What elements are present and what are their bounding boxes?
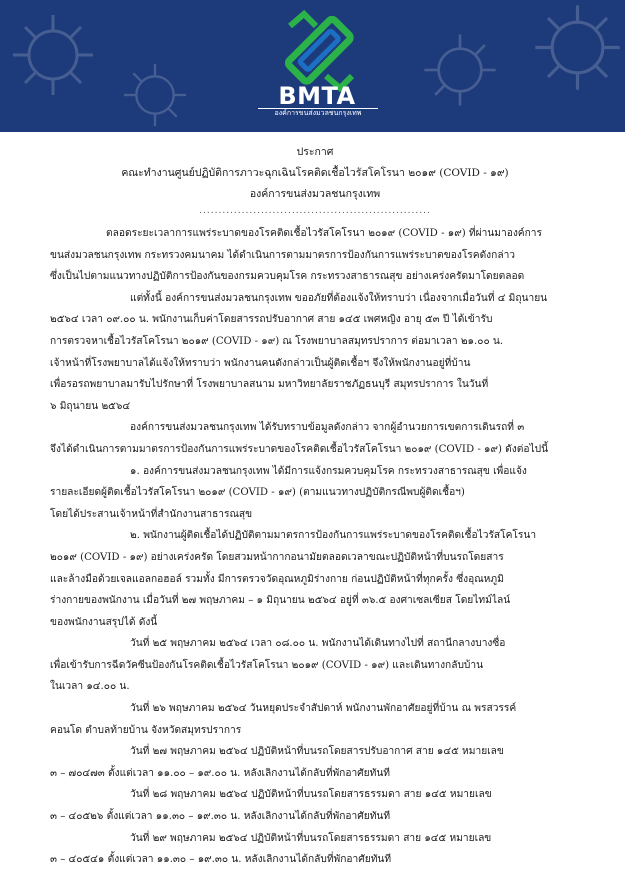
body-paragraph [50, 223, 580, 288]
virus-icon [120, 60, 190, 130]
body-paragraph [50, 633, 580, 698]
announcement [50, 132, 580, 883]
announcement-subtitle: คณะทำงานศูนย์ปฏิบัติการภาวะฉุกเฉินโรคติดเชื้อไวรัสโคโรนา ๒๐๑๙ (COVID - ๑๙) [121, 167, 509, 179]
paragraph-line: ตลอดระยะเวลาการแพร่ระบาดของโรคติดเชื้อไวรัสโคโรนา ๒๐๑๙ (COVID - ๑๙) ที่ผ่านมาองค์การ [106, 228, 542, 239]
paragraph-line: ๓ – ๗๐๔๗๓ ตั้งแต่เวลา ๑๑.๐๐ – ๑๙.๐๐ น. หลังเลิกงานได้กลับที่พักอาศัยทันที [50, 767, 390, 779]
virus-icon [8, 10, 98, 100]
paragraph-line: แต่ทั้งนี้ องค์การขนส่งมวลชนกรุงเทพ ขออภัยที่ต้องแจ้งให้ทราบว่า เนื่องจากเมื่อวันที่ ๔ มิถุนายน [130, 292, 548, 304]
paragraph-line: การตรวจหาเชื้อไวรัสโคโรนา ๒๐๑๙ (COVID - ๑๙) ณ โรงพยาบาลสมุทรปราการ ต่อมาเวลา ๒๑.๐๐ น. [50, 335, 504, 347]
paragraph-line: วันที่ ๒๗ พฤษภาคม ๒๕๖๔ ปฏิบัติหน้าที่บนรถโดยสารปรับอากาศ สาย ๑๔๕ หมายเลข [130, 746, 504, 758]
body-paragraph [50, 461, 580, 526]
body-paragraph [50, 698, 580, 741]
paragraph-line: เพื่อรอรถพยาบาลมารับไปรักษาที่ โรงพยาบาลสนาม มหาวิทยาลัยราชภัฏธนบุรี สมุทรปราการ ในวันที่ [50, 379, 489, 391]
paragraph-line: ขนส่งมวลชนกรุงเทพ กระทรวงคมนาคม ได้ดำเนินการตามมาตรการป้องกันการแพร่ระบาดของโรคดังกล่าว [50, 249, 516, 261]
paragraph-line: ของพนักงานสรุปได้ ดังนี้ [50, 616, 158, 628]
document-body [0, 132, 625, 883]
body-paragraph [50, 741, 580, 784]
paragraph-line: ซึ่งเป็นไปตามแนวทางปฏิบัติการป้องกันของกรมควบคุมโรค กระทรวงสาธารณสุข อย่างเคร่งครัดมาโดยตลอด [50, 271, 525, 283]
paragraph-line: คอนโด ตำบลท้ายบ้าน จังหวัดสมุทรปราการ [50, 724, 242, 736]
paragraph-line: ๒๕๖๔ เวลา ๐๙.๐๐ น. พนักงานเก็บค่าโดยสารรถปรับอากาศ สาย ๑๔๕ เพศหญิง อายุ ๕๓ ปี ได้เข้ารับ [50, 314, 493, 326]
paragraph-line: และล้างมือด้วยเจลแอลกอฮอล์ รวมทั้ง มีการตรวจวัดอุณหภูมิร่างกาย ก่อนปฏิบัติหน้าที่ทุกครั้ง ซึ่งอุณหภูมิ [50, 573, 504, 585]
paragraph-line: ๑. องค์การขนส่งมวลชนกรุงเทพ ได้มีการแจ้งกรมควบคุมโรค กระทรวงสาธารณสุข เพื่อแจ้ง [130, 465, 527, 477]
virus-icon [420, 30, 500, 110]
body-paragraph [50, 784, 580, 827]
body-paragraph [50, 828, 580, 871]
virus-icon [530, 0, 625, 95]
paragraph-line: วันที่ ๒๙ พฤษภาคม ๒๕๖๔ ปฏิบัติหน้าที่บนรถโดยสารธรรมดา สาย ๑๔๕ หมายเลข [130, 832, 492, 844]
separator: ............................................................ [199, 206, 431, 216]
logo-subtext: องค์การขนส่งมวลชนกรุงเทพ [258, 108, 378, 118]
paragraph-line: ๒. พนักงานผู้ติดเชื้อได้ปฏิบัติตามมาตรการป้องกันการแพร่ระบาดของโรคติดเชื้อไวรัสโคโรนา [130, 530, 537, 542]
paragraph-line: วันที่ ๒๕ พฤษภาคม ๒๕๖๔ เวลา ๐๘.๐๐ น. พนักงานได้เดินทางไปที่ สถานีกลางบางซื่อ [130, 638, 506, 650]
paragraph-line: ๒๐๑๙ (COVID - ๑๙) อย่างเคร่งครัด โดยสวมหน้ากากอนามัยตลอดเวลาขณะปฏิบัติหน้าที่บนรถโดยสาร [50, 551, 504, 563]
paragraph-line: เพื่อเข้ารับการฉีดวัคซีนป้องกันโรคติดเชื้อไวรัสโคโรนา ๒๐๑๙ (COVID - ๑๙) และเดินทางกลับบ้าน [50, 659, 484, 671]
body-paragraph [50, 525, 580, 633]
body-paragraph [50, 417, 580, 460]
paragraph-line: ในเวลา ๑๔.๐๐ น. [50, 681, 130, 693]
paragraph-line: ๖ มิถุนายน ๒๕๖๔ [50, 400, 131, 412]
paragraph-line: ร่างกายของพนักงาน เมื่อวันที่ ๒๗ พฤษภาคม – ๑ มิถุนายน ๒๕๖๔ อยู่ที่ ๓๖.๕ องศาเซลเซียส โดยไทม์ไลน์ [50, 595, 511, 607]
paragraph-line: องค์การขนส่งมวลชนกรุงเทพ ได้รับทราบข้อมูลดังกล่าว จากผู้อำนวยการเขตการเดินรถที่ ๓ [130, 422, 525, 434]
announcement-organization: องค์การขนส่งมวลชนกรุงเทพ [249, 188, 381, 200]
paragraph-line: ๓ – ๔๐๕๒๖ ตั้งแต่เวลา ๑๑.๓๐ – ๑๙.๓๐ น. หลังเลิกงานได้กลับที่พักอาศัยทันที [50, 811, 391, 823]
paragraph-line: วันที่ ๒๘ พฤษภาคม ๒๕๖๔ ปฏิบัติหน้าที่บนรถโดยสารธรรมดา สาย ๑๔๕ หมายเลข [130, 789, 492, 801]
paragraph-line: โดยได้ประสานเจ้าหน้าที่สำนักงานสาธารณสุข [50, 508, 253, 520]
header-banner [0, 0, 625, 132]
logo-wordmark: BMTA [278, 82, 356, 110]
paragraph-line: จึงได้ดำเนินการตามมาตรการป้องกันการแพร่ระบาดของโรคติดเชื้อไวรัสโคโรนา ๒๐๑๙ (COVID - ๑๙) ดังต่อไปนี้ [50, 443, 549, 455]
announcement-title: ประกาศ [296, 146, 334, 158]
paragraph-line: เจ้าหน้าที่โรงพยาบาลได้แจ้งให้ทราบว่า พนักงานคนดังกล่าวเป็นผู้ติดเชื้อฯ จึงให้พนักงานอยู่ที่บ้าน [50, 357, 471, 369]
paragraph-line: ๓ – ๔๐๕๔๑ ตั้งแต่เวลา ๑๑.๓๐ – ๑๙.๓๐ น. หลังเลิกงานได้กลับที่พักอาศัยทันที [50, 854, 392, 866]
paragraph-line: วันที่ ๒๖ พฤษภาคม ๒๕๖๔ วันหยุดประจำสัปดาห์ พนักงานพักอาศัยอยู่ที่บ้าน ณ พรสวรรค์ [130, 703, 517, 715]
announcement-body [50, 223, 580, 871]
paragraph-line: รายละเอียดผู้ติดเชื้อไวรัสโคโรนา ๒๐๑๙ (COVID - ๑๙) (ตามแนวทางปฏิบัติกรณีพบผู้ติดเชื้อฯ) [50, 487, 465, 499]
body-paragraph [50, 288, 580, 418]
